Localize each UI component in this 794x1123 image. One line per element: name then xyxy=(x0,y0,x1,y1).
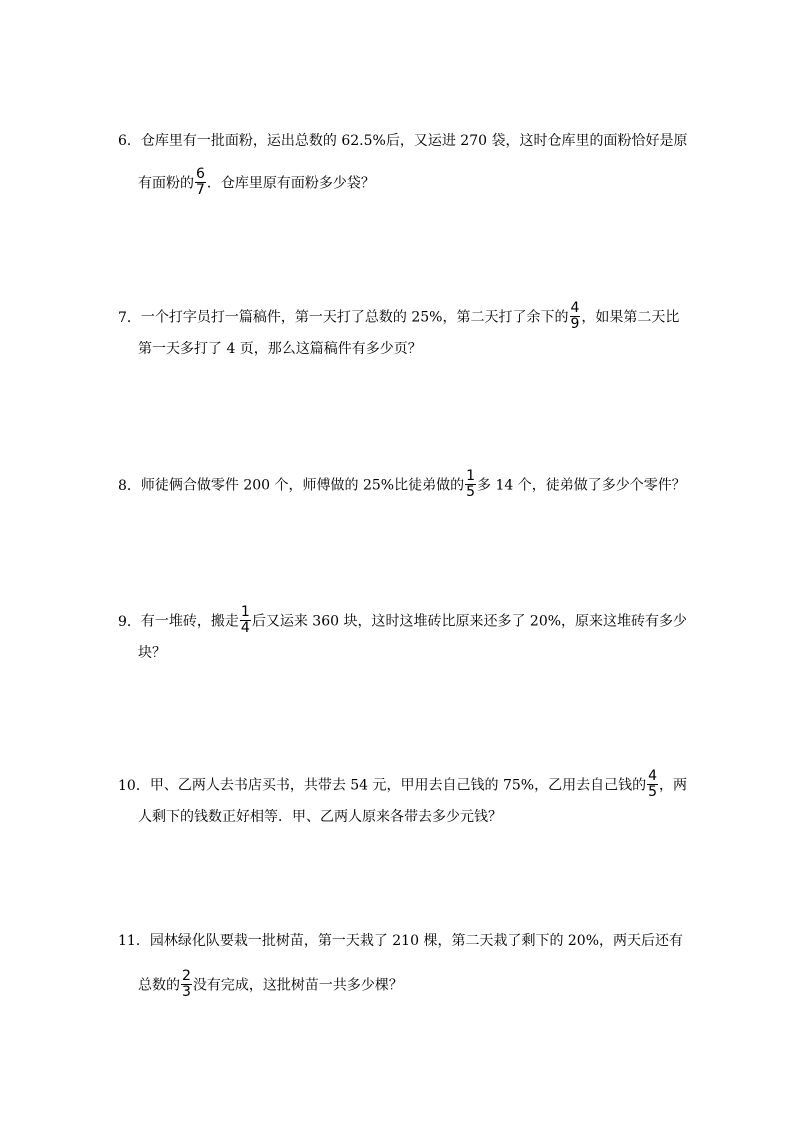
fraction-denominator: 4 xyxy=(240,620,250,636)
fraction-numerator: 2 xyxy=(182,968,191,984)
problem-text: 没有完成，这批树苗一共多少棵？ xyxy=(192,977,403,994)
problem-9 xyxy=(118,604,688,666)
problem-6 xyxy=(118,133,688,198)
problem-11-line-2 xyxy=(118,968,678,1000)
problem-text: ．仓库里原有面粉多少袋？ xyxy=(206,175,375,192)
problem-6-line-2 xyxy=(118,166,678,198)
problem-text: 有面粉的 xyxy=(138,175,194,192)
problem-7-line-2 xyxy=(118,342,678,362)
fraction-numerator: 1 xyxy=(240,604,250,620)
problem-number: 11． xyxy=(118,933,150,949)
problem-text: ，如果第二天比 xyxy=(581,309,680,326)
fraction-numerator: 1 xyxy=(466,468,476,484)
problem-text: 师徒俩合做零件 200 个，师傅做的 25%比徒弟做的 xyxy=(140,477,465,494)
fraction-denominator: 7 xyxy=(196,182,205,198)
fraction xyxy=(240,605,251,636)
problem-text: 总数的 xyxy=(138,977,180,994)
fraction xyxy=(570,301,581,332)
problem-number: 10． xyxy=(118,777,150,794)
problem-text: ，两 xyxy=(659,777,688,794)
fraction xyxy=(181,969,192,1000)
problem-text: 有一堆砖，搬走 xyxy=(140,613,239,630)
problem-10-line-2 xyxy=(118,810,678,830)
problem-11-line-1 xyxy=(118,933,684,954)
problem-text: 甲、乙两人去书店买书，共带去 54 元，甲用去自己钱的 75%，乙用去自己钱的 xyxy=(149,777,647,794)
problem-8 xyxy=(118,468,686,500)
problem-number: 6． xyxy=(118,133,141,149)
problem-text: 块？ xyxy=(138,645,166,661)
problem-11 xyxy=(118,933,684,1000)
problem-7-line-1 xyxy=(118,300,680,332)
problem-9-line-2 xyxy=(118,646,678,666)
problem-number: 7． xyxy=(118,309,141,326)
fraction-denominator: 9 xyxy=(570,316,580,332)
fraction-denominator: 3 xyxy=(182,984,191,1000)
problem-text: 一个打字员打一篇稿件，第一天打了总数的 25%，第二天打了余下的 xyxy=(140,309,569,326)
problem-number: 9． xyxy=(118,613,141,630)
fraction-denominator: 5 xyxy=(466,484,476,500)
problem-number: 8． xyxy=(118,477,141,494)
fraction xyxy=(195,167,206,198)
problem-6-line-1 xyxy=(118,133,688,154)
problem-text: 仓库里有一批面粉，运出总数的 62.5%后，又运进 270 袋，这时仓库里的面粉恰好是原 xyxy=(140,133,688,149)
problem-10 xyxy=(118,768,688,830)
problem-7 xyxy=(118,302,678,362)
fraction-numerator: 6 xyxy=(196,166,205,182)
problem-8-line-1 xyxy=(118,468,686,500)
problem-text: 园林绿化队要栽一批树苗，第一天栽了 210 棵，第二天栽了剩下的 20%，两天后还有 xyxy=(149,933,684,949)
problem-9-line-1 xyxy=(118,604,688,636)
fraction-numerator: 4 xyxy=(648,768,658,784)
fraction xyxy=(647,769,658,800)
fraction-denominator: 5 xyxy=(648,784,658,800)
fraction-numerator: 4 xyxy=(570,300,580,316)
problem-text: 后又运来 360 块，这时这堆砖比原来还多了 20%，原来这堆砖有多少 xyxy=(251,613,688,630)
problem-text: 多 14 个，徒弟做了多少个零件？ xyxy=(477,477,686,494)
problem-10-line-1 xyxy=(118,768,688,800)
fraction xyxy=(465,469,476,500)
problem-text: 第一天多打了 4 页，那么这篇稿件有多少页？ xyxy=(138,341,422,357)
problem-text: 人剩下的钱数正好相等．甲、乙两人原来各带去多少元钱？ xyxy=(138,809,502,825)
